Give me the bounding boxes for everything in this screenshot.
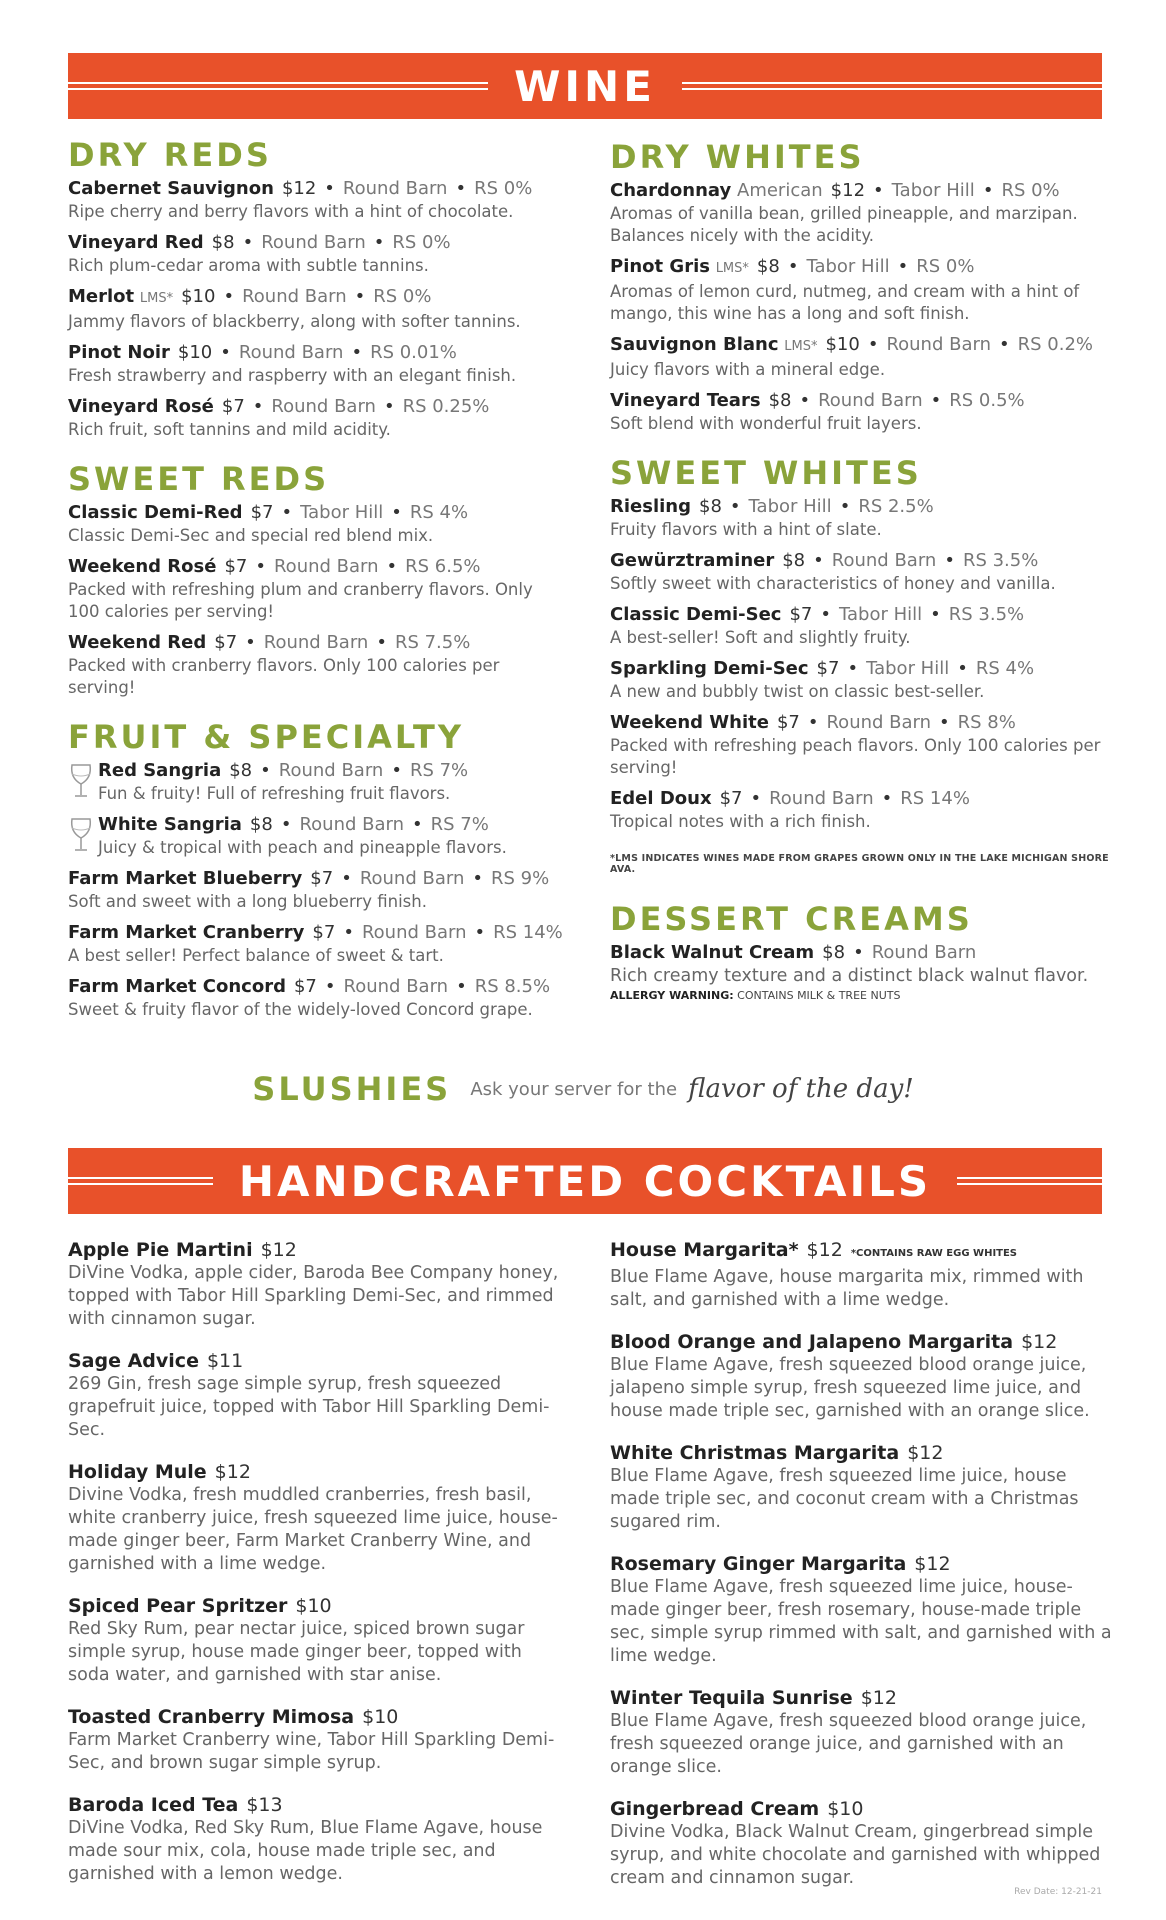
- wine-winery: Round Barn: [299, 814, 404, 835]
- cocktail-item: [610, 1686, 1120, 1779]
- wine-rs: RS 4%: [975, 658, 1035, 679]
- wine-price: $10: [825, 334, 860, 355]
- wine-desc: Jammy flavors of blackberry, along with softer tannins.: [68, 312, 521, 331]
- cocktail-item: [610, 1797, 1120, 1890]
- wine-rs: RS 0.01%: [370, 342, 457, 363]
- wine-item: Classic Demi-Red $7 • Tabor Hill • RS 4% Classic Demi-Sec and special red blend mix.: [68, 501, 568, 547]
- wine-winery: Round Barn: [818, 390, 923, 411]
- wine-winery: Round Barn: [263, 632, 369, 653]
- wine-price: $8: [756, 256, 780, 277]
- wine-price: $8: [768, 390, 792, 411]
- cocktail-name: Gingerbread Cream: [610, 1798, 820, 1820]
- wine-winery: Tabor Hill: [866, 658, 950, 679]
- wine-price: $8: [211, 232, 235, 253]
- cocktail-item: [610, 1552, 1120, 1668]
- wine-rs: RS 0%: [474, 178, 533, 199]
- wine-left-column: [68, 135, 568, 1021]
- wine-rs: RS 0%: [392, 232, 451, 253]
- cocktail-desc: Blue Flame Agave, fresh squeezed blood orange juice, fresh squeezed orange juice, and garnished with an orange slice.: [610, 1711, 1087, 1777]
- wine-price: $7: [221, 396, 245, 417]
- wine-rs: RS 0%: [1001, 180, 1060, 201]
- cocktails-left-column: [68, 1238, 568, 1904]
- cocktail-price: $10: [827, 1798, 864, 1820]
- wine-rs: RS 7%: [430, 814, 489, 835]
- cocktail-price: $12: [907, 1442, 944, 1464]
- wine-item: Chardonnay American $12 • Tabor Hill • RS 0% Aromas of vanilla bean, grilled pineapple, and marzipan. Balances nicely with the acidity.: [610, 179, 1110, 247]
- wine-item: Classic Demi-Sec $7 • Tabor Hill • RS 3.5% A best-seller! Soft and slightly fruity.: [610, 603, 1110, 649]
- wine-item: Gewürztraminer $8 • Round Barn • RS 3.5% Softly sweet with characteristics of honey and vanilla.: [610, 549, 1110, 595]
- wine-price: $7: [214, 632, 238, 653]
- wine-item: Vineyard Tears $8 • Round Barn • RS 0.5% Soft blend with wonderful fruit layers.: [610, 389, 1110, 435]
- cocktail-price: $12: [806, 1239, 843, 1261]
- cocktail-name: Holiday Mule: [68, 1461, 207, 1483]
- wine-desc: Packed with refreshing peach flavors. Only 100 calories per serving!: [610, 736, 1101, 777]
- slushies-callout: [0, 1070, 1166, 1108]
- wine-desc: Softly sweet with characteristics of honey and vanilla.: [610, 574, 1056, 593]
- wine-price: $7: [310, 868, 334, 889]
- wine-price: $8: [782, 550, 806, 571]
- wine-desc: Ripe cherry and berry flavors with a hint of chocolate.: [68, 202, 514, 221]
- cocktail-price: $12: [214, 1461, 251, 1483]
- cocktail-desc: Divine Vodka, Black Walnut Cream, gingerbread simple syrup, and white chocolate and garnished with whipped cream and cinnamon sugar.: [610, 1822, 1101, 1888]
- wine-rs: RS 3.5%: [962, 550, 1039, 571]
- wine-item: Sparkling Demi-Sec $7 • Tabor Hill • RS 4% A new and bubbly twist on classic best-seller.: [610, 657, 1110, 703]
- sweet-whites-list: [610, 495, 1110, 833]
- wine-price: $7: [816, 658, 840, 679]
- wine-rs: RS 7.5%: [394, 632, 471, 653]
- wine-winery: Round Barn: [359, 868, 465, 889]
- wine-name: Weekend White: [610, 712, 769, 733]
- wine-desc: Rich fruit, soft tannins and mild acidity.: [68, 420, 391, 439]
- cocktail-name: White Christmas Margarita: [610, 1442, 900, 1464]
- slushies-title: SLUSHIES: [252, 1070, 452, 1108]
- wine-price: $7: [719, 788, 743, 809]
- cocktail-price: $12: [260, 1239, 297, 1261]
- wine-glass-icon: [68, 813, 98, 859]
- cocktail-price: $12: [914, 1553, 951, 1575]
- wine-item: Red Sangria $8 • Round Barn • RS 7% Fun & fruity! Full of refreshing fruit flavors.: [68, 759, 568, 805]
- wine-item: White Sangria $8 • Round Barn • RS 7% Juicy & tropical with peach and pineapple flavors.: [68, 813, 568, 859]
- wine-name: Vineyard Red: [68, 232, 204, 253]
- wine-item: Farm Market Blueberry $7 • Round Barn • RS 9% Soft and sweet with a long blueberry finish.: [68, 867, 568, 913]
- wine-name: Pinot Gris: [610, 256, 710, 277]
- cocktail-item: [68, 1705, 568, 1775]
- wine-winery: Tabor Hill: [300, 502, 384, 523]
- slushies-text: Ask your server for the: [470, 1078, 678, 1100]
- wine-winery: Tabor Hill: [806, 256, 890, 277]
- wine-price: $12: [281, 178, 317, 199]
- wine-rs: RS 0.2%: [1017, 334, 1093, 355]
- wine-name: Merlot: [68, 286, 135, 307]
- wine-name: Vineyard Rosé: [68, 396, 214, 417]
- raw-egg-note: *CONTAINS RAW EGG WHITES: [850, 1248, 1018, 1259]
- wine-name: Chardonnay: [610, 180, 732, 201]
- wine-price: $8: [249, 814, 273, 835]
- wine-price: $10: [181, 286, 216, 307]
- dry-reds-title: DRY REDS: [68, 136, 272, 174]
- wine-desc: Rich plum-cedar aroma with subtle tannins.: [68, 256, 429, 275]
- wine-rs: RS 8.5%: [474, 976, 551, 997]
- wine-price: $7: [250, 502, 274, 523]
- cocktail-price: $12: [1021, 1331, 1058, 1353]
- dessert-creams-title: DESSERT CREAMS: [610, 900, 973, 938]
- wine-item: Edel Doux $7 • Round Barn • RS 14% Tropical notes with a rich finish.: [610, 787, 1110, 833]
- wine-item: Vineyard Rosé $7 • Round Barn • RS 0.25% Rich fruit, soft tannins and mild acidity.: [68, 395, 568, 441]
- wine-winery: Tabor Hill: [838, 604, 923, 625]
- allergy-label: ALLERGY WARNING:: [610, 989, 734, 1002]
- wine-name: Sparkling Demi-Sec: [610, 658, 809, 679]
- wine-desc: A best seller! Perfect balance of sweet & tart.: [68, 946, 444, 965]
- wine-lms: LMS*: [715, 261, 749, 276]
- lms-footnote: *LMS INDICATES WINES MADE FROM GRAPES GROWN ONLY IN THE LAKE MICHIGAN SHORE AVA.: [610, 853, 1109, 875]
- wine-name: Farm Market Cranberry: [68, 922, 305, 943]
- wine-name: Black Walnut Cream: [610, 942, 815, 963]
- wine-rs: RS 7%: [409, 760, 469, 781]
- wine-item: Weekend White $7 • Round Barn • RS 8% Packed with refreshing peach flavors. Only 100 calories per serving!: [610, 711, 1110, 779]
- wine-desc: Fresh strawberry and raspberry with an elegant finish.: [68, 366, 517, 385]
- wine-price: $8: [822, 942, 846, 963]
- cocktail-price: $10: [362, 1706, 399, 1728]
- wine-desc: Aromas of lemon curd, nutmeg, and cream with a hint of mango, this wine has a long and soft finish.: [610, 282, 1080, 323]
- wine-item: Riesling $8 • Tabor Hill • RS 2.5% Fruity flavors with a hint of slate.: [610, 495, 1110, 541]
- wine-winery: Round Barn: [278, 760, 384, 781]
- dry-whites-title: DRY WHITES: [610, 138, 865, 176]
- wine-item: Weekend Rosé $7 • Round Barn • RS 6.5% Packed with refreshing plum and cranberry flavors. Only 100 calories per serving!: [68, 555, 568, 623]
- cocktail-item: [68, 1349, 568, 1442]
- cocktail-name: Apple Pie Martini: [68, 1239, 253, 1261]
- wine-name: Classic Demi-Red: [68, 502, 243, 523]
- wine-price: $7: [789, 604, 813, 625]
- wine-name: Farm Market Blueberry: [68, 868, 303, 889]
- wine-rs: RS 0.25%: [402, 396, 490, 417]
- wine-winery: Tabor Hill: [891, 180, 975, 201]
- wine-name: Vineyard Tears: [610, 390, 761, 411]
- wine-rs: RS 4%: [409, 502, 469, 523]
- sweet-reds-title: SWEET REDS: [68, 460, 330, 498]
- cocktail-name: House Margarita*: [610, 1239, 799, 1261]
- wine-desc: Fruity flavors with a hint of slate.: [610, 520, 882, 539]
- wine-desc: Sweet & fruity flavor of the widely-loved Concord grape.: [68, 1000, 533, 1019]
- sweet-reds-list: [68, 501, 568, 699]
- wine-item: Pinot Noir $10 • Round Barn • RS 0.01% Fresh strawberry and raspberry with an elegant finish.: [68, 341, 568, 387]
- wine-name: Cabernet Sauvignon: [68, 178, 274, 199]
- wine-name: White Sangria: [98, 814, 242, 835]
- wine-item: Cabernet Sauvignon $12 • Round Barn • RS 0% Ripe cherry and berry flavors with a hint of chocolate.: [68, 177, 568, 223]
- wine-name: Red Sangria: [98, 760, 222, 781]
- wine-price: $8: [229, 760, 253, 781]
- fruit-specialty-title: FRUIT & SPECIALTY: [68, 718, 465, 756]
- wine-item: Black Walnut Cream $8 • Round Barn Rich creamy texture and a distinct black walnut flavor.: [610, 941, 1110, 987]
- cocktails-banner-title: HANDCRAFTED COCKTAILS: [213, 1157, 957, 1206]
- cocktail-item: [610, 1238, 1120, 1312]
- wine-lms: LMS*: [139, 291, 174, 306]
- cocktail-item: [610, 1330, 1120, 1423]
- wine-right-column: [610, 137, 1110, 1002]
- wine-desc: Packed with refreshing plum and cranberry flavors. Only 100 calories per serving!: [68, 580, 533, 621]
- wine-price: $12: [830, 180, 866, 201]
- wine-origin: American: [737, 180, 823, 201]
- cocktails-banner: [68, 1148, 1102, 1214]
- cocktail-item: [68, 1460, 568, 1576]
- wine-rs: RS 14%: [900, 788, 970, 809]
- wine-price: $7: [776, 712, 800, 733]
- wine-winery: Round Barn: [242, 286, 347, 307]
- wine-desc: Aromas of vanilla bean, grilled pineapple, and marzipan. Balances nicely with the acidity.: [610, 204, 1078, 245]
- wine-winery: Round Barn: [826, 712, 932, 733]
- wine-rs: RS 2.5%: [858, 496, 934, 517]
- cocktail-desc: 269 Gin, fresh sage simple syrup, fresh squeezed grapefruit juice, topped with Tabor Hill Sparkling Demi-Sec.: [68, 1374, 550, 1440]
- wine-item: Sauvignon Blanc LMS* $10 • Round Barn • RS 0.2% Juicy flavors with a mineral edge.: [610, 333, 1110, 381]
- cocktail-name: Baroda Iced Tea: [68, 1794, 239, 1816]
- wine-rs: RS 0%: [373, 286, 432, 307]
- wine-desc: Juicy flavors with a mineral edge.: [610, 360, 886, 379]
- wine-desc: A new and bubbly twist on classic best-seller.: [610, 682, 985, 701]
- wine-name: Sauvignon Blanc: [610, 334, 779, 355]
- cocktail-desc: Farm Market Cranberry wine, Tabor Hill Sparkling Demi-Sec, and brown sugar simple syrup.: [68, 1730, 555, 1773]
- wine-desc: Rich creamy texture and a distinct black walnut flavor.: [610, 966, 1089, 986]
- wine-price: $7: [293, 976, 317, 997]
- wine-desc: Soft and sweet with a long blueberry finish.: [68, 892, 427, 911]
- cocktail-desc: Blue Flame Agave, fresh squeezed lime juice, house made triple sec, and coconut cream with a Christmas sugared rim.: [610, 1466, 1079, 1532]
- wine-lms: LMS*: [784, 339, 818, 354]
- wine-desc: Packed with cranberry flavors. Only 100 calories per serving!: [68, 656, 500, 697]
- allergy-warning: [610, 989, 1110, 1002]
- cocktail-desc: Divine Vodka, fresh muddled cranberries, fresh basil, white cranberry juice, fresh squeezed lime juice, house-made ginger beer, Farm Market Cranberry Wine, and garnished with a lime wedge.: [68, 1485, 558, 1574]
- cocktail-price: $12: [860, 1687, 897, 1709]
- wine-rs: RS 6.5%: [405, 556, 481, 577]
- wine-winery: Round Barn: [273, 556, 379, 577]
- wine-name: Pinot Noir: [68, 342, 170, 363]
- cocktail-price: $13: [246, 1794, 283, 1816]
- wine-desc: A best-seller! Soft and slightly fruity.: [610, 628, 911, 647]
- cocktail-name: Sage Advice: [68, 1350, 199, 1372]
- wine-item: Vineyard Red $8 • Round Barn • RS 0% Rich plum-cedar aroma with subtle tannins.: [68, 231, 568, 277]
- wine-name: Edel Doux: [610, 788, 712, 809]
- wine-winery: Round Barn: [361, 922, 467, 943]
- wine-glass-icon: [68, 759, 98, 805]
- wine-item: Weekend Red $7 • Round Barn • RS 7.5% Packed with cranberry flavors. Only 100 calories per serving!: [68, 631, 568, 699]
- revision-date: Rev Date: 12-21-21: [1014, 1887, 1102, 1897]
- fruit-specialty-list: [68, 759, 568, 1021]
- wine-winery: Round Barn: [342, 178, 448, 199]
- wine-item: Farm Market Concord $7 • Round Barn • RS 8.5% Sweet & fruity flavor of the widely-loved Concord grape.: [68, 975, 568, 1021]
- wine-winery: Round Barn: [261, 232, 366, 253]
- wine-desc: Soft blend with wonderful fruit layers.: [610, 414, 922, 433]
- wine-winery: Round Barn: [238, 342, 344, 363]
- wine-desc: Tropical notes with a rich finish.: [610, 812, 871, 831]
- wine-rs: RS 0.5%: [949, 390, 1025, 411]
- wine-price: $8: [699, 496, 722, 517]
- wine-rs: RS 3.5%: [948, 604, 1025, 625]
- wine-winery: Round Barn: [769, 788, 874, 809]
- cocktail-name: Blood Orange and Jalapeno Margarita: [610, 1331, 1014, 1353]
- cocktail-desc: Blue Flame Agave, fresh squeezed lime juice, house-made ginger beer, fresh rosemary, house-made triple sec, simple syrup rimmed with salt, and garnished with a lime wedge.: [610, 1577, 1112, 1666]
- wine-name: Farm Market Concord: [68, 976, 286, 997]
- wine-desc: Fun & fruity! Full of refreshing fruit flavors.: [98, 784, 451, 803]
- wine-rs: RS 0%: [916, 256, 975, 277]
- wine-winery: Round Barn: [886, 334, 991, 355]
- cocktail-desc: DiVine Vodka, apple cider, Baroda Bee Company honey, topped with Tabor Hill Sparkling Demi-Sec, and rimmed with cinnamon sugar.: [68, 1263, 559, 1329]
- cocktail-desc: Blue Flame Agave, fresh squeezed blood orange juice, jalapeno simple syrup, fresh squeezed lime juice, and house made triple sec, garnished with an orange slice.: [610, 1355, 1090, 1421]
- wine-price: $10: [177, 342, 213, 363]
- sweet-whites-title: SWEET WHITES: [610, 454, 922, 492]
- cocktail-desc: Blue Flame Agave, house margarita mix, rimmed with salt, and garnished with a lime wedge.: [610, 1267, 1084, 1310]
- cocktail-name: Rosemary Ginger Margarita: [610, 1553, 907, 1575]
- slushies-flavor-script: flavor of the day!: [688, 1074, 914, 1104]
- wine-item: Merlot LMS* $10 • Round Barn • RS 0% Jammy flavors of blackberry, along with softer tannins.: [68, 285, 568, 333]
- cocktail-name: Toasted Cranberry Mimosa: [68, 1706, 355, 1728]
- cocktail-name: Winter Tequila Sunrise: [610, 1687, 853, 1709]
- wine-rs: RS 14%: [493, 922, 563, 943]
- cocktail-item: [68, 1238, 568, 1331]
- wine-rs: RS 9%: [490, 868, 550, 889]
- cocktail-item: [68, 1594, 568, 1687]
- wine-name: Weekend Red: [68, 632, 207, 653]
- wine-item: Farm Market Cranberry $7 • Round Barn • RS 14% A best seller! Perfect balance of sweet & tart.: [68, 921, 568, 967]
- wine-winery: Round Barn: [343, 976, 449, 997]
- wine-winery: Round Barn: [871, 942, 977, 963]
- wine-winery: Round Barn: [831, 550, 937, 571]
- wine-winery: Tabor Hill: [748, 496, 832, 517]
- cocktail-desc: DiVine Vodka, Red Sky Rum, Blue Flame Agave, house made sour mix, cola, house made triple sec, and garnished with a lemon wedge.: [68, 1818, 543, 1884]
- wine-desc: Juicy & tropical with peach and pineapple flavors.: [98, 838, 507, 857]
- wine-name: Riesling: [610, 496, 691, 517]
- dry-reds-list: [68, 177, 568, 441]
- wine-price: $7: [312, 922, 336, 943]
- cocktails-right-column: [610, 1238, 1120, 1908]
- cocktail-item: [68, 1793, 568, 1886]
- wine-banner: [68, 53, 1102, 119]
- wine-name: Weekend Rosé: [68, 556, 217, 577]
- wine-rs: RS 8%: [957, 712, 1016, 733]
- cocktail-item: [610, 1441, 1120, 1534]
- wine-banner-title: WINE: [488, 62, 682, 111]
- cocktail-name: Spiced Pear Spritzer: [68, 1595, 288, 1617]
- cocktail-price: $10: [295, 1595, 332, 1617]
- allergy-text: CONTAINS MILK & TREE NUTS: [737, 989, 901, 1002]
- wine-price: $7: [224, 556, 248, 577]
- wine-name: Classic Demi-Sec: [610, 604, 782, 625]
- cocktail-price: $11: [206, 1350, 244, 1372]
- wine-item: Pinot Gris LMS* $8 • Tabor Hill • RS 0% Aromas of lemon curd, nutmeg, and cream with a hint of mango, this wine has a long and soft finish.: [610, 255, 1110, 325]
- dry-whites-list: [610, 179, 1110, 435]
- wine-winery: Round Barn: [271, 396, 376, 417]
- wine-name: Gewürztraminer: [610, 550, 775, 571]
- cocktail-desc: Red Sky Rum, pear nectar juice, spiced brown sugar simple syrup, house made ginger beer, topped with soda water, and garnished with star anise.: [68, 1619, 525, 1685]
- wine-desc: Classic Demi-Sec and special red blend mix.: [68, 526, 434, 545]
